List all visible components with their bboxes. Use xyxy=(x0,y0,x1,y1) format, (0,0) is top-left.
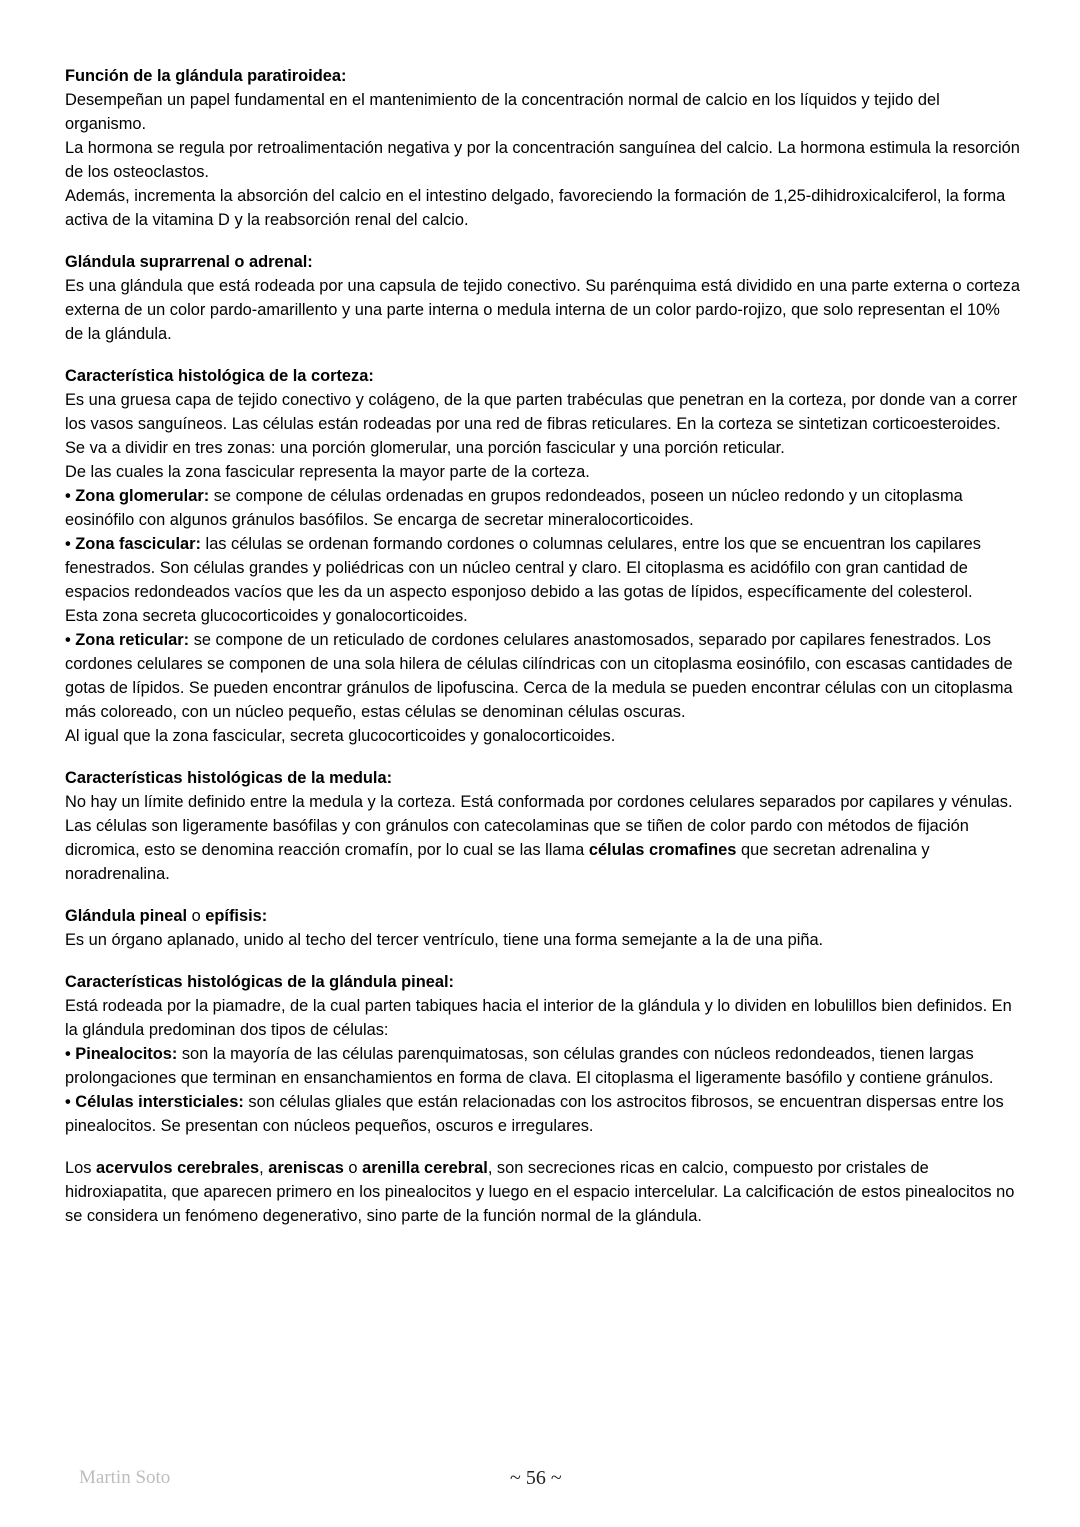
bullet-label: • Zona reticular: xyxy=(65,631,190,649)
bullet-label: • Zona fascicular: xyxy=(65,535,201,553)
heading-part: o xyxy=(187,907,206,925)
bullet-text: las células se ordenan formando cordones o columnas celulares, entre los que se encuentran los capilares fenestrados. Son células grandes y poliédricas con un núcleo central y claro. El citoplasma es acidófilo con gran cantidad de espacios redondeados vacíos que les da un aspecto esponjoso debido a las gotas de lípidos, específicamente del colesterol. xyxy=(65,535,981,601)
bullet-zona-reticular xyxy=(65,628,1020,724)
bullet-label: • Células intersticiales: xyxy=(65,1093,244,1111)
heading-medula: Características histológicas de la medula: xyxy=(65,769,393,787)
heading-part: Glándula pineal xyxy=(65,907,188,925)
bullet-zona-fascicular xyxy=(65,532,1020,604)
text: Los xyxy=(65,1159,96,1177)
bullet-text: se compone de un reticulado de cordones celulares anastomosados, separado por capilares fenestrados. Los cordones celulares se componen de una sola hilera de células cilíndricas con un citoplasma eosinófilo, con escasas cantidades de gotas de lípidos. Se pueden encontrar gránulos de lipofuscina. Cerca de la medula se pueden encontrar células con un citoplasma más coloreado, con un núcleo pequeño, estas células se denominan células oscuras. xyxy=(65,631,1013,721)
paragraph: Al igual que la zona fascicular, secreta glucocorticoides y gonalocorticoides. xyxy=(65,727,616,745)
bold-term: células cromafines xyxy=(588,841,737,859)
heading-suprarrenal: Glándula suprarrenal o adrenal: xyxy=(65,253,313,271)
paragraph: Está rodeada por la piamadre, de la cual parten tabiques hacia el interior de la glándula y lo dividen en lobulillos bien definidos. En la glándula predominan dos tipos de células: xyxy=(65,997,1012,1039)
text: , son secreciones ricas en calcio, compuesto por cristales de hidroxiapatita, que aparecen primero en los pinealocitos y luego en el espacio intercelular. La calcificación de estos pinealocitos no se considera un fenómeno degenerativo, sino parte de la función normal de la glándula. xyxy=(65,1159,1015,1225)
paragraph: Además, incrementa la absorción del calcio en el intestino delgado, favoreciendo la formación de 1,25-dihidroxicalciferol, la forma activa de la vitamina D y la reabsorción renal del calcio. xyxy=(65,187,1006,229)
section-medula xyxy=(65,766,1020,886)
paragraph xyxy=(65,1156,1020,1228)
heading-pineal xyxy=(65,904,1020,928)
bold-term: acervulos cerebrales xyxy=(95,1159,260,1177)
paragraph: Se va a dividir en tres zonas: una porción glomerular, una porción fascicular y una porción reticular. xyxy=(65,439,785,457)
paragraph: La hormona se regula por retroalimentación negativa y por la concentración sanguínea del calcio. La hormona estimula la resorción de los osteoclastos. xyxy=(65,139,1020,181)
bullet-pinealocitos xyxy=(65,1042,1020,1090)
paragraph: Es una gruesa capa de tejido conectivo y colágeno, de la que parten trabéculas que penetran en la corteza, por donde van a correr los vasos sanguíneos. Las células están rodeadas por una red de fibras reticulares. En la corteza se sintetizan corticoesteroides. xyxy=(65,391,1018,433)
bullet-zona-glomerular xyxy=(65,484,1020,532)
section-suprarrenal xyxy=(65,250,1020,346)
bullet-text: son la mayoría de las células parenquimatosas, son células grandes con núcleos redondeados, tienen largas prolongaciones que terminan en ensanchamientos en forma de clava. El citoplasma el ligeramente basófilo y contiene gránulos. xyxy=(65,1045,994,1087)
bullet-text: se compone de células ordenadas en grupos redondeados, poseen un núcleo redondo y un citoplasma eosinófilo con algunos gránulos basófilos. Se encarga de secretar mineralocorticoides. xyxy=(65,487,963,529)
text: No hay un límite definido entre la medula y la corteza. Está conformada por cordones celulares separados por capilares y vénulas. Las células son ligeramente basófilas y con gránulos con catecolaminas que se tiñen de color pardo con métodos de fijación dicromica, esto se denomina reacción cromafín, por lo cual se las llama xyxy=(65,793,1013,859)
section-pineal xyxy=(65,904,1020,952)
text: que secretan adrenalina y noradrenalina. xyxy=(65,841,930,883)
heading-paratiroidea: Función de la glándula paratiroidea: xyxy=(65,67,347,85)
section-acervulos xyxy=(65,1156,1020,1228)
bullet-label: • Zona glomerular: xyxy=(65,487,210,505)
section-paratiroidea xyxy=(65,64,1020,232)
section-pineal-histologia xyxy=(65,970,1020,1138)
text: o xyxy=(343,1159,363,1177)
page-number: ~ 56 ~ xyxy=(510,1467,562,1489)
bullet-celulas-intersticiales xyxy=(65,1090,1020,1138)
paragraph xyxy=(65,790,1020,886)
paragraph: Es un órgano aplanado, unido al techo del tercer ventrículo, tiene una forma semejante a la de una piña. xyxy=(65,931,824,949)
heading-part: epífisis: xyxy=(205,907,268,925)
footer-author: Martin Soto xyxy=(79,1467,171,1488)
heading-pineal-histologia: Características histológicas de la glándula pineal: xyxy=(65,973,454,991)
section-corteza xyxy=(65,364,1020,748)
page-content xyxy=(65,64,1020,1246)
paragraph: De las cuales la zona fascicular representa la mayor parte de la corteza. xyxy=(65,463,590,481)
paragraph: Es una glándula que está rodeada por una capsula de tejido conectivo. Su parénquima está dividido en una parte externa o corteza externa de un color pardo-amarillento y una parte interna o medula interna de un color pardo-rojizo, que solo representan el 10% de la glándula. xyxy=(65,277,1020,343)
heading-corteza: Característica histológica de la corteza: xyxy=(65,367,374,385)
paragraph: Esta zona secreta glucocorticoides y gonalocorticoides. xyxy=(65,607,468,625)
bullet-text: son células gliales que están relacionadas con los astrocitos fibrosos, se encuentran dispersas entre los pinealocitos. Se presentan con núcleos pequeños, oscuros e irregulares. xyxy=(65,1093,1004,1135)
bullet-label: • Pinealocitos: xyxy=(65,1045,178,1063)
bold-term: areniscas xyxy=(268,1159,344,1177)
bold-term: arenilla cerebral xyxy=(362,1159,488,1177)
text: , xyxy=(259,1159,269,1177)
paragraph: Desempeñan un papel fundamental en el mantenimiento de la concentración normal de calcio en los líquidos y tejido del organismo. xyxy=(65,91,940,133)
